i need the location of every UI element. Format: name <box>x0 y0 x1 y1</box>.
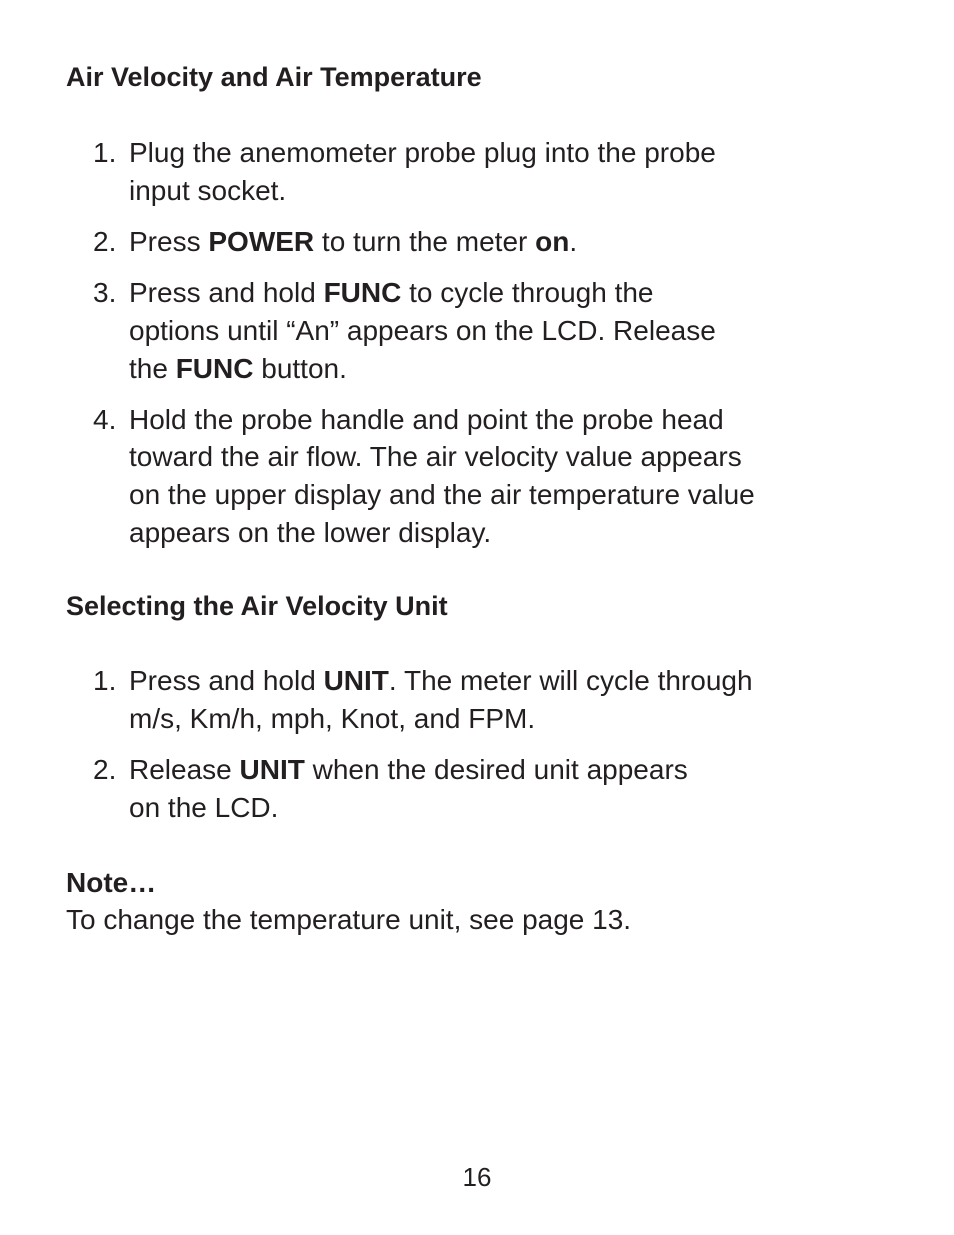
step-line: Hold the probe handle and point the probe head <box>129 403 724 435</box>
steps-list-air-velocity-temperature <box>0 134 755 565</box>
step-number: 3. <box>93 277 117 309</box>
step-line: on the upper display and the air temperature value <box>129 479 755 511</box>
unit-button-label: UNIT <box>323 665 389 696</box>
step-item <box>0 662 753 737</box>
step-number: 2. <box>93 225 117 257</box>
step-line: on the LCD. <box>129 791 279 823</box>
step-line: toward the air flow. The air velocity value appears <box>129 441 742 473</box>
step-line: input socket. <box>129 174 287 206</box>
section-heading-air-velocity-unit: Selecting the Air Velocity Unit <box>66 591 448 621</box>
note-text: To change the temperature unit, see page 13. <box>66 904 632 935</box>
step-number: 2. <box>93 753 117 785</box>
note-title: Note… <box>66 867 157 898</box>
step-number: 1. <box>93 137 117 168</box>
func-button-label: FUNC <box>323 277 402 309</box>
step-line: options until “An” appears on the LCD. Release <box>129 314 716 346</box>
page-number: 16 <box>462 1162 492 1192</box>
step-line: m/s, Km/h, mph, Knot, and FPM. <box>129 702 536 734</box>
func-button-label: FUNC <box>175 352 254 384</box>
unit-button-label: UNIT <box>239 753 305 785</box>
step-line: Press and hold UNIT. The meter will cycle through <box>129 665 753 696</box>
power-button-label: POWER <box>208 225 315 257</box>
step-line: Press POWER to turn the meter on. <box>129 225 578 257</box>
step-item <box>0 401 755 552</box>
section-heading-air-velocity-temperature: Air Velocity and Air Temperature <box>66 62 482 92</box>
step-line: the FUNC button. <box>129 352 347 384</box>
step-line: Press and hold FUNC to cycle through the <box>129 277 654 309</box>
step-line: Plug the anemometer probe plug into the probe <box>129 137 716 168</box>
steps-list-air-velocity-unit <box>0 662 753 840</box>
step-line: appears on the lower display. <box>129 516 492 548</box>
step-number: 1. <box>93 665 117 696</box>
step-item <box>0 134 755 209</box>
step-line: Release UNIT when the desired unit appears <box>129 753 688 785</box>
step-item <box>0 274 755 387</box>
step-item <box>0 751 753 826</box>
step-item <box>0 223 755 261</box>
step-number: 4. <box>93 403 117 435</box>
on-state-label: on <box>535 225 570 257</box>
